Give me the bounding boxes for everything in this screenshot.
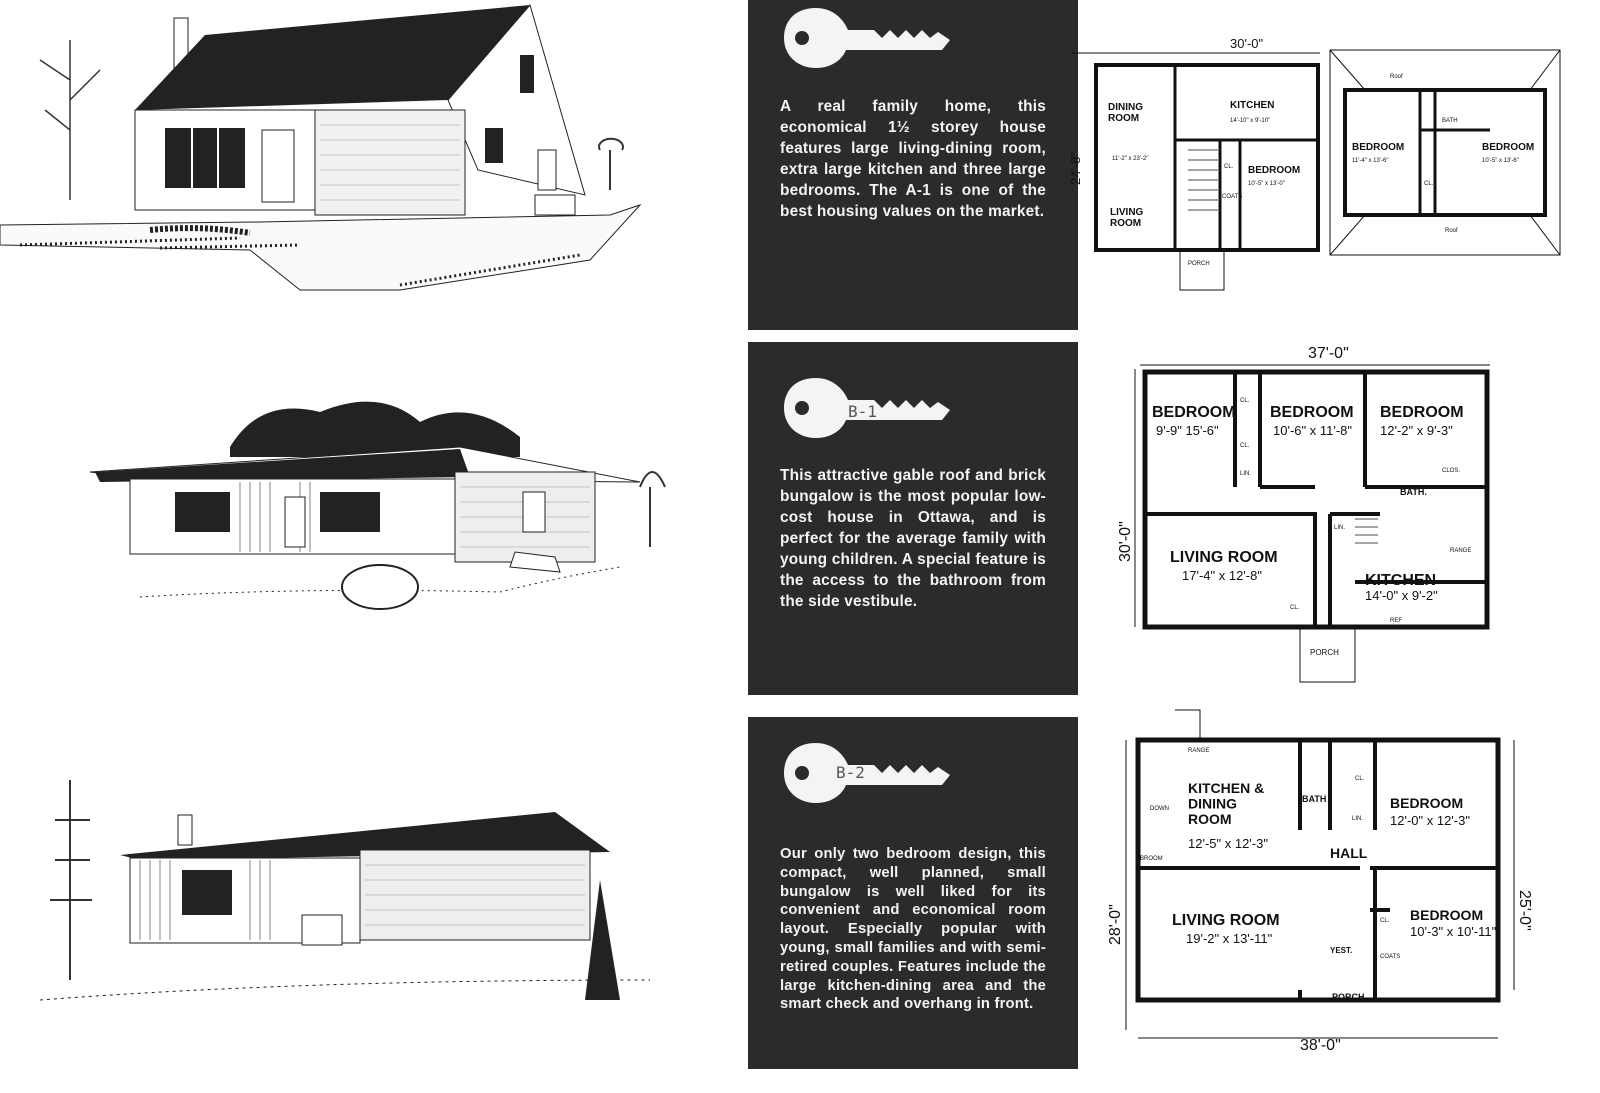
b1-linen-1: LIN. bbox=[1240, 471, 1252, 477]
b2-porch-label: PORCH bbox=[1332, 992, 1365, 1002]
b1-kitchen-dim: 14'-0" x 9'-2" bbox=[1365, 588, 1438, 603]
a1-overall-width: 30'-0" bbox=[1230, 36, 1264, 51]
house-a1-section bbox=[0, 0, 1600, 330]
house-b2-sketch bbox=[0, 700, 730, 1093]
b1-clos-label: CLOS. bbox=[1442, 468, 1461, 474]
house-b2-section bbox=[0, 700, 1600, 1093]
b1-overall-width: 37'-0" bbox=[1308, 345, 1349, 362]
b1-bedroom1-dim: 9'-9" 15'-6" bbox=[1156, 423, 1219, 438]
a1-bedroom-label: BEDROOM bbox=[1248, 165, 1301, 176]
b1-ref-label: REF bbox=[1390, 618, 1402, 624]
floor-plan-a1 bbox=[1068, 0, 1600, 330]
b2-linen-label: LIN. bbox=[1352, 816, 1364, 822]
house-b2-key-code: B-2 bbox=[836, 763, 865, 782]
b2-bedroom1-dim: 12'-0" x 12'-3" bbox=[1390, 813, 1470, 828]
house-b1-key-code: B-1 bbox=[848, 402, 877, 421]
a1-porch-label: PORCH bbox=[1188, 261, 1210, 267]
b1-living-label: LIVING ROOM bbox=[1170, 549, 1278, 566]
floor-plan-b1 bbox=[1090, 337, 1600, 697]
b2-bedroom2-label: BEDROOM bbox=[1410, 907, 1484, 923]
b1-closet-1: CL. bbox=[1240, 398, 1250, 404]
a1-bedroom-dim: 10'-5" x 13'-0" bbox=[1248, 181, 1285, 187]
description-panel-a1 bbox=[748, 0, 1078, 330]
b1-living-dim: 17'-4" x 12'-8" bbox=[1182, 568, 1262, 583]
a1-roof-label-top: Roof bbox=[1390, 74, 1403, 80]
house-a1-sketch bbox=[0, 0, 730, 330]
b1-bedroom2-label: BEDROOM bbox=[1270, 404, 1354, 421]
b1-bedroom2-dim: 10'-6" x 11'-8" bbox=[1273, 423, 1352, 438]
a1-bedroom-right-dim: 10'-5" x 13'-6" bbox=[1482, 158, 1519, 164]
description-panel-b1 bbox=[748, 342, 1078, 695]
house-b2-description: Our only two bedroom design, this compact, well planned, small bungalow is well liked for its convenient and economical room layout. Especially popular with young, small families and with semi-retired couples. Features include the large kitchen-dining area and the smart check and overhang in front. bbox=[780, 846, 1046, 1013]
a1-coats-label: COATS bbox=[1222, 194, 1243, 200]
b2-kitchen-label: KITCHEN & DINING ROOM bbox=[1188, 780, 1265, 827]
a1-overall-depth: 24'-8" bbox=[1068, 151, 1083, 185]
a1-dining-label: DINING ROOM bbox=[1108, 102, 1143, 124]
b1-linen-2: LIN. bbox=[1334, 525, 1346, 531]
b2-living-label: LIVING ROOM bbox=[1172, 912, 1280, 929]
a1-bedroom-left-dim: 11'-4" x 13'-6" bbox=[1352, 158, 1389, 164]
b1-closet-2: CL. bbox=[1240, 443, 1250, 449]
a1-kitchen-dim: 14'-10" x 9'-10" bbox=[1230, 118, 1271, 124]
b2-bedroom1-label: BEDROOM bbox=[1390, 795, 1464, 811]
a1-upper-closet: CL. bbox=[1424, 181, 1434, 187]
b2-closet-1: CL. bbox=[1380, 918, 1390, 924]
b1-overall-depth: 30'-0" bbox=[1117, 521, 1134, 562]
a1-bedroom-right-label: BEDROOM bbox=[1482, 142, 1535, 153]
b1-bedroom3-label: BEDROOM bbox=[1380, 404, 1464, 421]
b2-living-dim: 19'-2" x 13'-11" bbox=[1186, 931, 1273, 946]
b1-range-label: RANGE bbox=[1450, 548, 1472, 554]
b2-kitchen-dim: 12'-5" x 12'-3" bbox=[1188, 836, 1268, 851]
house-b1-sketch bbox=[0, 337, 730, 697]
house-a1-illustration bbox=[0, 0, 730, 330]
house-b1-illustration bbox=[0, 337, 730, 697]
b2-bath-label: BATH bbox=[1302, 794, 1327, 804]
a1-kitchen-label: KITCHEN bbox=[1230, 100, 1275, 111]
b2-coats-label: COATS bbox=[1380, 954, 1401, 960]
house-b1-description: This attractive gable roof and brick bungalow is the most popular low-cost house in Ottawa, and is perfect for the average family with young children. A special feature is the access to the bathroom from the side vestibule. bbox=[780, 467, 1046, 610]
b1-kitchen-label: KITCHEN bbox=[1365, 572, 1437, 589]
floor-plan-a1-drawing bbox=[1068, 0, 1600, 330]
a1-living-dim: 11'-2" x 23'-2" bbox=[1112, 156, 1149, 162]
house-b2-illustration bbox=[0, 700, 730, 1093]
b2-vest-label: YEST. bbox=[1330, 946, 1353, 955]
b2-depth-right: 25'-0" bbox=[1516, 890, 1533, 931]
a1-closet-label: CL. bbox=[1224, 164, 1234, 170]
b2-hall-label: HALL bbox=[1330, 845, 1368, 861]
b1-bath-label: BATH. bbox=[1400, 487, 1427, 497]
b2-broom-label: BROOM bbox=[1140, 856, 1163, 862]
b1-closet-3: CL. bbox=[1290, 605, 1300, 611]
a1-living-label: LIVING ROOM bbox=[1110, 207, 1144, 229]
b2-range-label: RANGE bbox=[1188, 748, 1210, 754]
a1-roof-label-bottom: Roof bbox=[1445, 228, 1458, 234]
house-a1-description: A real family home, this economical 1½ storey house features large living-dining room, extra large kitchen and three large bedrooms. The A-1 is one of the best housing values on the market. bbox=[780, 98, 1046, 220]
floor-plan-b1-drawing bbox=[1090, 337, 1600, 697]
b2-bedroom2-dim: 10'-3" x 10'-11" bbox=[1410, 924, 1497, 939]
b1-bedroom1-label: BEDROOM bbox=[1152, 404, 1236, 421]
key-icon bbox=[776, 735, 956, 815]
b2-overall-width: 38'-0" bbox=[1300, 1037, 1341, 1054]
key-icon bbox=[776, 0, 956, 80]
b2-down-label: DOWN bbox=[1150, 806, 1169, 812]
floor-plan-b2-drawing bbox=[1090, 700, 1600, 1093]
b1-bedroom3-dim: 12'-2" x 9'-3" bbox=[1380, 423, 1453, 438]
b1-porch-label: PORCH bbox=[1310, 648, 1339, 657]
a1-bath-label: BATH bbox=[1442, 118, 1458, 124]
b2-closet-2: CL. bbox=[1355, 776, 1365, 782]
description-panel-b2 bbox=[748, 717, 1078, 1069]
house-b1-section bbox=[0, 337, 1600, 697]
floor-plan-b2 bbox=[1090, 700, 1600, 1093]
a1-bedroom-left-label: BEDROOM bbox=[1352, 142, 1405, 153]
b2-depth-left: 28'-0" bbox=[1107, 904, 1124, 945]
